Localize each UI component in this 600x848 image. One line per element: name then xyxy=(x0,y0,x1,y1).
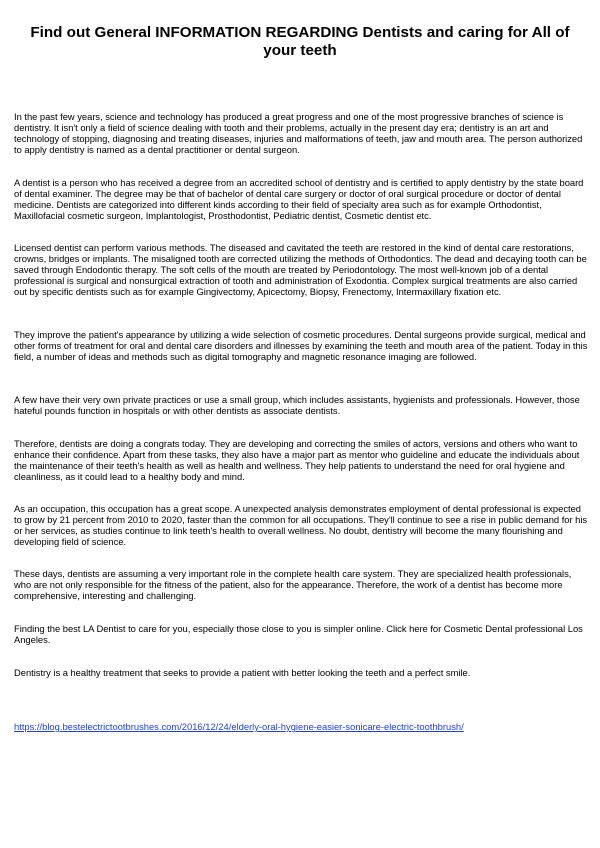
source-link[interactable]: https://blog.bestelectrictootbrushes.com/2016/12/24/elderly-oral-hygiene-easier-sonicare-electric-toothbrush/ xyxy=(14,721,464,732)
document-title: Find out General INFORMATION REGARDING Dentists and caring for All of your teeth xyxy=(30,24,570,59)
paragraph-5: A few have their very own private practices or use a small group, which includes assistants, hygienists and professionals. However, those hateful pounds function in hospitals or with other dentists as associate dentists. xyxy=(14,394,580,416)
paragraph-8: These days, dentists are assuming a very important role in the complete health care system. They are specialized health professionals, who are not only responsible for the fitness of the patient, also for the appearance. Therefore, the work of a dentist has become more comprehensive, interesting and challenging. xyxy=(14,568,572,601)
paragraph-4: They improve the patient's appearance by utilizing a wide selection of cosmetic procedures. Dental surgeons provide surgical, medical and other forms of treatment for oral and dental care disorders and illnesses by examining the teeth and mouth area of the patient. Today in this field, a number of ideas and methods such as digital tomography and magnetic resonance imaging are followed. xyxy=(14,329,588,362)
paragraph-10: Dentistry is a healthy treatment that seeks to provide a patient with better looking the teeth and a perfect smile. xyxy=(14,667,471,678)
paragraph-9: Finding the best LA Dentist to care for you, especially those close to you is simpler online. Click here for Cosmetic Dental professional Los Angeles. xyxy=(14,623,583,645)
source-link-line xyxy=(14,722,590,733)
paragraph-3: Licensed dentist can perform various methods. The diseased and cavitated the teeth are restored in the kind of dental care restorations, crowns, bridges or implants. The misaligned tooth are corrected utilizing the methods of Orthodontics. The dead and decaying tooth can be saved through Endodontic therapy. The soft cells of the mouth are treated by Periodontology. The most well-known job of a dental professional is surgical and nonsurgical extraction of tooth and administration of Exodontia. Complex surgical treatments are also carried out by specific dentists such as for example Gingivectomy, Apicectomy, Biopsy, Frenectomy, Intermaxillary fixation etc. xyxy=(14,242,587,297)
paragraph-2: A dentist is a person who has received a degree from an accredited school of dentistry and is certified to apply dentistry by the state board of dental examiner. The degree may be that of bachelor of dental care surgery or doctor of oral surgical procedure or doctor of dental medicine. Dentists are categorized into different kinds according to their field of specialty area such as for example Orthodontist, Maxillofacial cosmetic surgeon, Implantologist, Prosthodontist, Pediatric dentist, Cosmetic dentist etc. xyxy=(14,177,584,221)
paragraph-1: In the past few years, science and technology has produced a great progress and one of the most progressive branches of science is dentistry. It isn't only a field of science dealing with tooth and their problems, actually in the present day era; dentistry is an art and technology of stopping, diagnosing and treating diseases, injuries and malformations of teeth, jaw and mouth area. The person authorized to apply dentistry is named as a dental practitioner or dental surgeon. xyxy=(14,111,583,155)
paragraph-6: Therefore, dentists are doing a congrats today. They are developing and correcting the smiles of actors, versions and others who want to enhance their confidence. Apart from these tasks, they also have a major part as mentor who guideline and educate the individuals about the maintenance of their teeth's health as well as health and wellness. They help patients to understand the need for oral hygiene and cleanliness, as it could lead to a healthy body and mind. xyxy=(14,438,580,482)
paragraph-7: As an occupation, this occupation has a great scope. A unexpected analysis demonstrates employment of dental professional is expected to grow by 21 percent from 2010 to 2020, faster than the common for all occupations. They'll continue to see a rise in public demand for his or her services, as studies continue to link teeth's health to overall wellness. No doubt, dentistry will become the many flourishing and developing field of science. xyxy=(14,503,588,547)
